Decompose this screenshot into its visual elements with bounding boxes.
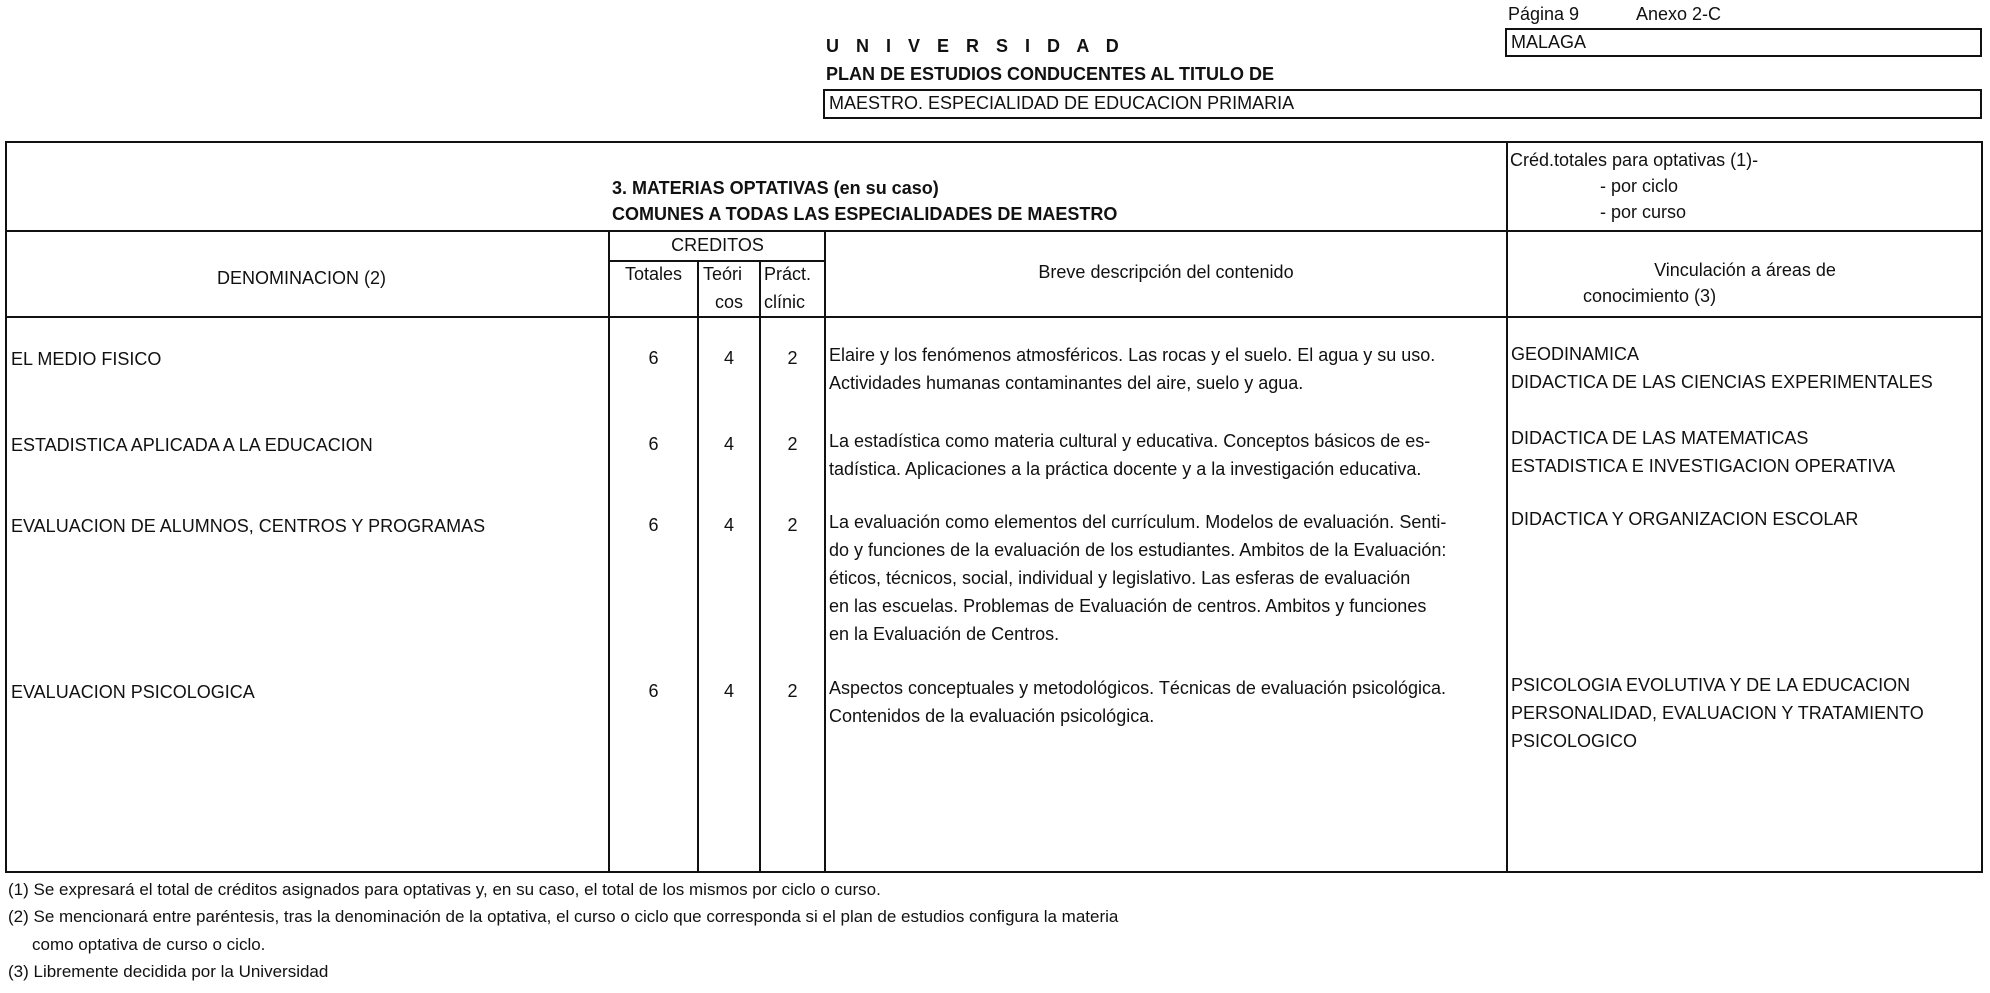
description-line: Aspectos conceptuales y metodológicos. Técnicas de evaluación psicológica. bbox=[829, 678, 1447, 698]
row-2-teoricos: 4 bbox=[723, 434, 734, 454]
table-divider bbox=[608, 260, 825, 262]
area-item: ESTADISTICA E INVESTIGACION OPERATIVA bbox=[1511, 456, 1896, 476]
row-1-totales: 6 bbox=[648, 348, 659, 368]
universidad-field bbox=[1505, 28, 1982, 57]
description-line: Contenidos de la evaluación psicológica. bbox=[829, 706, 1155, 726]
row-2-description bbox=[829, 427, 1430, 483]
row-4-name: EVALUACION PSICOLOGICA bbox=[11, 682, 255, 702]
description-line: Elaire y los fenómenos atmosféricos. Las rocas y el suelo. El agua y su uso. bbox=[829, 345, 1436, 365]
row-1-practicos: 2 bbox=[787, 348, 798, 368]
col-totales: Totales bbox=[624, 264, 683, 284]
titulo-field bbox=[823, 89, 1982, 119]
page-number: Página 9 bbox=[1508, 4, 1580, 24]
universidad-label: U N I V E R S I D A D bbox=[826, 36, 1125, 56]
col-practicos-1: Práct. bbox=[764, 264, 812, 284]
row-1-areas bbox=[1511, 340, 1933, 396]
section-subtitle: COMUNES A TODAS LAS ESPECIALIDADES DE MAESTRO bbox=[612, 204, 1118, 224]
description-line: Actividades humanas contaminantes del aire, suelo y agua. bbox=[829, 373, 1304, 393]
por-curso-label: - por curso bbox=[1600, 202, 1687, 222]
footnote-2-continued: como optativa de curso o ciclo. bbox=[32, 935, 266, 954]
footnote-1: (1) Se expresará el total de créditos asignados para optativas y, en su caso, el total de los mismos por ciclo o curso. bbox=[8, 880, 881, 899]
por-ciclo-label: - por ciclo bbox=[1600, 176, 1679, 196]
description-line: La evaluación como elementos del currículum. Modelos de evaluación. Senti- bbox=[829, 512, 1447, 532]
area-item: GEODINAMICA bbox=[1511, 344, 1640, 364]
table-divider bbox=[6, 230, 1982, 232]
row-4-areas bbox=[1511, 671, 1924, 755]
description-line: en las escuelas. Problemas de Evaluación de centros. Ambitos y funciones bbox=[829, 596, 1427, 616]
section-title: 3. MATERIAS OPTATIVAS (en su caso) bbox=[612, 178, 939, 198]
area-item: PERSONALIDAD, EVALUACION Y TRATAMIENTO bbox=[1511, 703, 1924, 723]
area-item: DIDACTICA DE LAS CIENCIAS EXPERIMENTALES bbox=[1511, 372, 1933, 392]
table-divider bbox=[608, 231, 610, 872]
col-descripcion: Breve descripción del contenido bbox=[1038, 262, 1294, 282]
row-1-teoricos: 4 bbox=[723, 348, 734, 368]
row-1-name: EL MEDIO FISICO bbox=[11, 349, 162, 369]
description-line: do y funciones de la evaluación de los estudiantes. Ambitos de la Evaluación: bbox=[829, 540, 1447, 560]
creditos-totales-label: Créd.totales para optativas (1)- bbox=[1510, 150, 1759, 170]
area-item: DIDACTICA Y ORGANIZACION ESCOLAR bbox=[1511, 509, 1859, 529]
row-3-teoricos: 4 bbox=[723, 515, 734, 535]
row-4-totales: 6 bbox=[648, 681, 659, 701]
anexo-label: Anexo 2-C bbox=[1636, 4, 1722, 24]
row-3-totales: 6 bbox=[648, 515, 659, 535]
universidad-value: MALAGA bbox=[1511, 32, 1587, 52]
row-2-practicos: 2 bbox=[787, 434, 798, 454]
footnote-3: (3) Libremente decidida por la Universidad bbox=[8, 962, 329, 981]
row-2-name: ESTADISTICA APLICADA A LA EDUCACION bbox=[11, 435, 373, 455]
row-2-totales: 6 bbox=[648, 434, 659, 454]
row-3-description bbox=[829, 508, 1446, 648]
description-line: en la Evaluación de Centros. bbox=[829, 624, 1060, 644]
titulo-value: MAESTRO. ESPECIALIDAD DE EDUCACION PRIMARIA bbox=[829, 93, 1295, 113]
col-denominacion: DENOMINACION (2) bbox=[217, 268, 387, 288]
footnote-2: (2) Se mencionará entre paréntesis, tras la denominación de la optativa, el curso o ciclo que corresponda si el plan de estudios configura la materia bbox=[8, 907, 1119, 926]
row-2-areas bbox=[1511, 424, 1895, 480]
row-3-practicos: 2 bbox=[787, 515, 798, 535]
col-teoricos-2: cos bbox=[715, 292, 744, 312]
table-divider bbox=[6, 316, 1982, 318]
area-item: PSICOLOGIA EVOLUTIVA Y DE LA EDUCACION bbox=[1511, 675, 1911, 695]
area-item: DIDACTICA DE LAS MATEMATICAS bbox=[1511, 428, 1809, 448]
row-3-areas bbox=[1511, 505, 1858, 533]
row-4-teoricos: 4 bbox=[723, 681, 734, 701]
table-divider bbox=[824, 231, 826, 872]
plan-label: PLAN DE ESTUDIOS CONDUCENTES AL TITULO DE bbox=[826, 64, 1275, 84]
area-item: PSICOLOGICO bbox=[1511, 731, 1638, 751]
col-vinculacion-1: Vinculación a áreas de bbox=[1654, 260, 1836, 280]
row-4-practicos: 2 bbox=[787, 681, 798, 701]
col-practicos-2: clínic bbox=[764, 292, 806, 312]
row-1-description bbox=[829, 341, 1435, 397]
description-line: La estadística como materia cultural y educativa. Conceptos básicos de es- bbox=[829, 431, 1431, 451]
col-vinculacion-2: conocimiento (3) bbox=[1583, 286, 1717, 306]
description-line: tadística. Aplicaciones a la práctica docente y a la investigación educativa. bbox=[829, 459, 1422, 479]
col-teoricos-1: Teóri bbox=[703, 264, 743, 284]
col-creditos: CREDITOS bbox=[671, 235, 764, 255]
row-3-name: EVALUACION DE ALUMNOS, CENTROS Y PROGRAMAS bbox=[11, 516, 486, 536]
table-divider bbox=[1506, 142, 1508, 872]
description-line: éticos, técnicos, social, individual y legislativo. Las esferas de evaluación bbox=[829, 568, 1411, 588]
row-4-description bbox=[829, 674, 1446, 730]
